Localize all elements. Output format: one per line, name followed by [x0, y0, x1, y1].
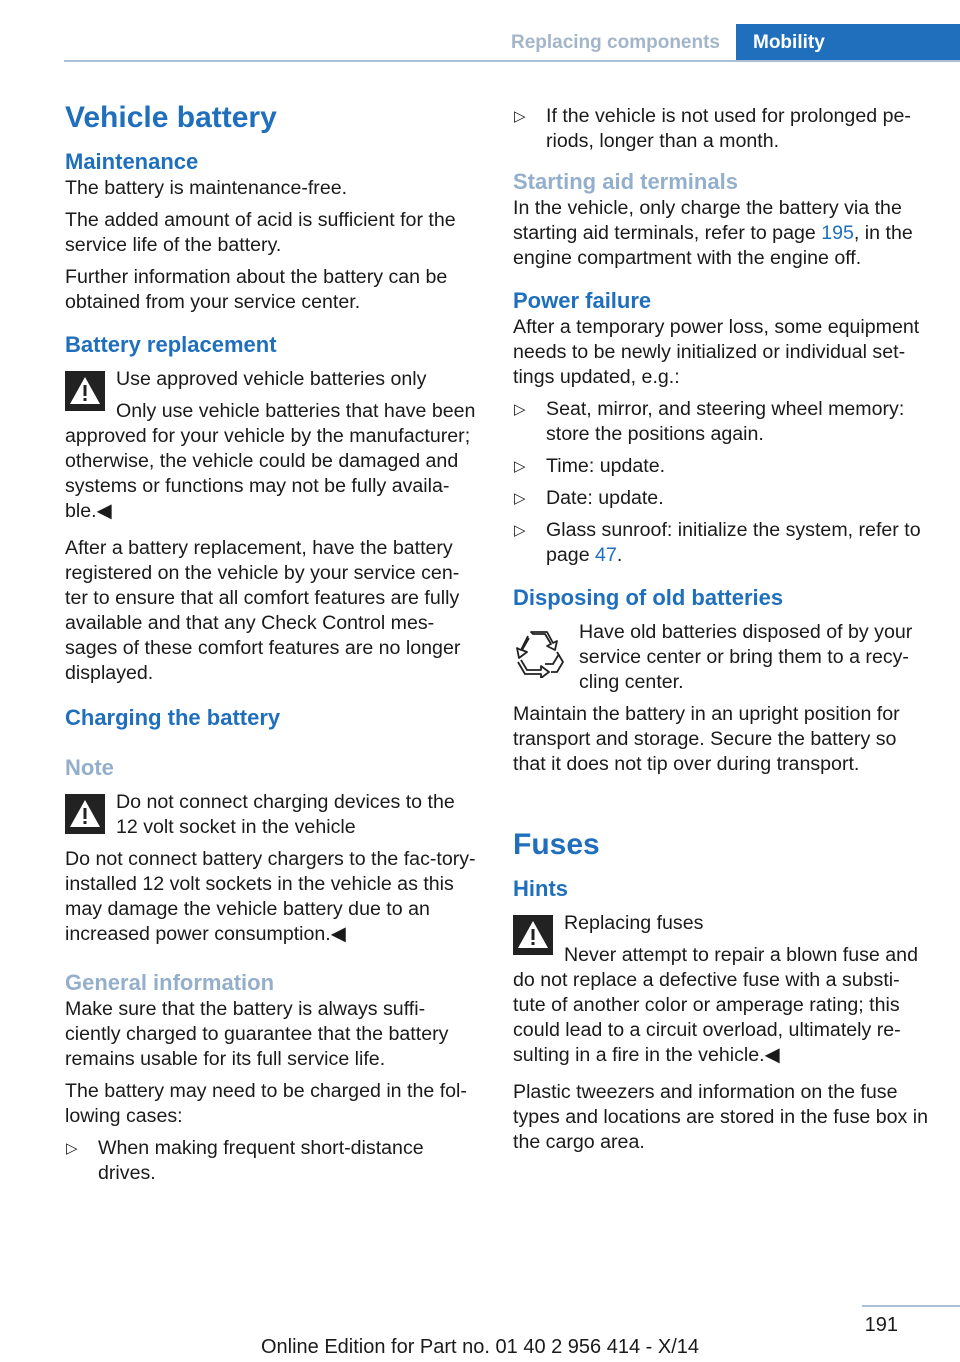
bullet-triangle-icon: ▷	[514, 458, 526, 475]
footer-divider	[862, 1305, 960, 1307]
maintenance-p1: The battery is maintenance-free.	[65, 177, 348, 199]
heading-general-information: General information	[65, 970, 275, 995]
charging-cases-list-continued	[513, 104, 929, 154]
heading-hints: Hints	[513, 876, 568, 901]
warning-icon	[513, 915, 553, 955]
heading-note: Note	[65, 755, 114, 780]
page-link-47[interactable]: 47	[595, 544, 617, 566]
warning-body: approved for your vehicle by the manufacturer; otherwise, the vehicle could be damaged and systems or functions may not be fully availa-ble.◀	[65, 425, 471, 522]
warning-title: Do not connect charging devices to the 12 volt socket in the vehicle	[116, 791, 455, 838]
replacement-p1: After a battery replacement, have the battery registered on the vehicle by your service cen-ter to ensure that all comfort features are fully available and that any Check Control mes-sages of these comfort features are no longer displayed.	[65, 537, 461, 684]
general-p2: The battery may need to be charged in the fol-lowing cases:	[65, 1080, 467, 1127]
header-section-title: Replacing components	[510, 32, 720, 53]
warning-icon	[65, 371, 105, 411]
list-item: ▷ When making frequent short-distance drives.	[66, 1137, 424, 1184]
heading-battery-replacement: Battery replacement	[65, 332, 277, 357]
warning-12v-socket	[65, 790, 479, 947]
warning-title: Replacing fuses	[564, 912, 704, 934]
recycling-note	[513, 620, 929, 695]
list-item: ▷ If the vehicle is not used for prolonged pe-riods, longer than a month.	[514, 105, 911, 152]
heading-power-failure: Power failure	[513, 288, 652, 313]
footer-edition: Online Edition for Part no. 01 40 2 956 414 - X/14	[260, 1336, 700, 1358]
title-vehicle-battery: Vehicle battery	[65, 101, 277, 134]
general-p1: Make sure that the battery is always suffi-ciently charged to guarantee that the battery remains usable for its full service life.	[65, 998, 449, 1070]
bullet-triangle-icon: ▷	[514, 522, 526, 539]
list-item: ▷ Time: update.	[514, 455, 666, 477]
right-column	[513, 98, 929, 1162]
disposing-p1: Maintain the battery in an upright position for transport and storage. Secure the battery so that it does not tip over during transport.	[513, 703, 900, 775]
left-column	[65, 98, 479, 1193]
maintenance-p2: The added amount of acid is sufficient for the service life of the battery.	[65, 209, 456, 256]
header-divider	[64, 60, 960, 62]
heading-starting-aid-terminals: Starting aid terminals	[513, 169, 738, 194]
title-fuses: Fuses	[513, 828, 600, 861]
bullet-triangle-icon: ▷	[514, 108, 526, 125]
header-chapter-tab[interactable]: Mobility	[736, 24, 960, 62]
warning-replacing-fuses	[513, 911, 929, 1068]
fuses-p1: Plastic tweezers and information on the fuse types and locations are stored in the fuse box in the cargo area.	[513, 1081, 928, 1153]
list-item: ▷ Seat, mirror, and steering wheel memory: store the positions again.	[514, 398, 905, 445]
heading-maintenance: Maintenance	[65, 149, 199, 174]
maintenance-p3: Further information about the battery can be obtained from your service center.	[65, 266, 448, 313]
bullet-triangle-icon: ▷	[514, 490, 526, 507]
power-failure-list	[513, 397, 929, 568]
warning-body: do not replace a defective fuse with a substi-tute of another color or amperage rating; this could lead to a circuit overload, ultimately re-sulting in a fire in the vehicle.◀	[513, 969, 901, 1066]
starting-p1: In the vehicle, only charge the battery via the starting aid terminals, refer to page 195, in the engine compartment with the engine off.	[513, 197, 913, 269]
bullet-triangle-icon: ▷	[514, 401, 526, 418]
heading-disposing-batteries: Disposing of old batteries	[513, 585, 784, 610]
warning-title: Use approved vehicle batteries only	[116, 368, 427, 390]
warning-body-first-line: Only use vehicle batteries that have been	[116, 400, 476, 422]
heading-charging-battery: Charging the battery	[65, 705, 281, 730]
warning-approved-batteries	[65, 367, 479, 524]
bullet-triangle-icon: ▷	[66, 1140, 78, 1157]
recycling-note-text: Have old batteries disposed of by your service center or bring them to a recy-cling center.	[579, 621, 913, 693]
list-item: ▷ Date: update.	[514, 487, 664, 509]
warning-body: Do not connect battery chargers to the fac-tory-installed 12 volt sockets in the vehicle as this may damage the vehicle battery due to an increased power consumption.◀	[65, 848, 476, 945]
page-link-195[interactable]: 195	[821, 222, 854, 244]
recycling-icon	[513, 626, 565, 678]
list-item: ▷ Glass sunroof: initialize the system, refer to page 47.	[514, 519, 921, 566]
warning-icon	[65, 794, 105, 834]
power-p1: After a temporary power loss, some equipment needs to be newly initialized or individual set-tings updated, e.g.:	[513, 316, 920, 388]
charging-cases-list	[65, 1136, 479, 1186]
warning-body-first-line: Never attempt to repair a blown fuse and	[564, 944, 918, 966]
page-number: 191	[864, 1314, 898, 1336]
